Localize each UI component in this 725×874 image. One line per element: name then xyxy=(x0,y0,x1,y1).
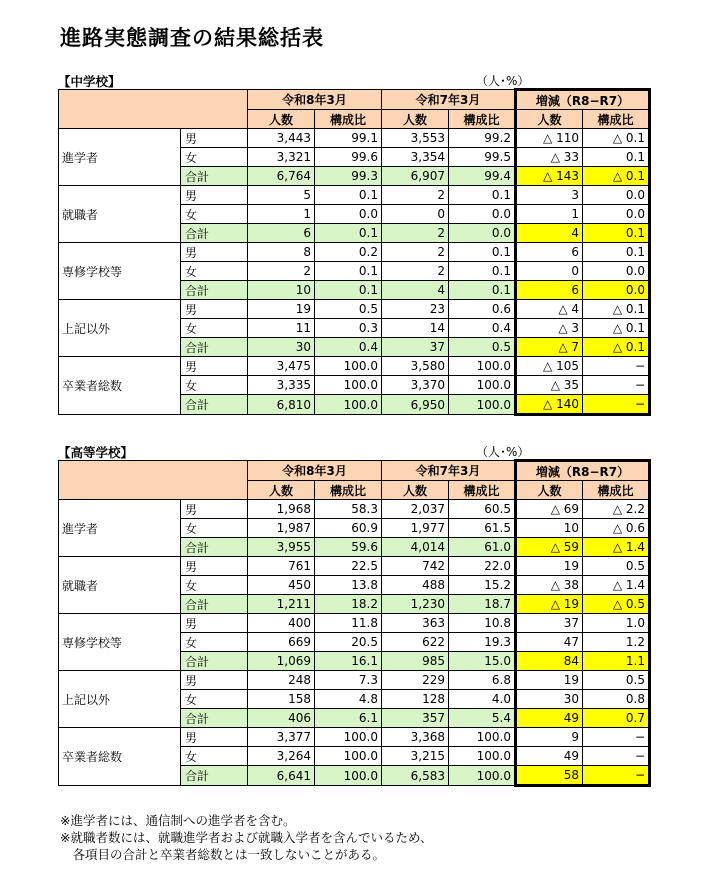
count-r8: 3,955 xyxy=(248,538,315,557)
ratio-r7: 61.5 xyxy=(449,519,516,538)
diff-ratio: 0.5 xyxy=(583,557,650,576)
row-sublabel: 合計 xyxy=(181,538,248,557)
row-sublabel: 女 xyxy=(181,148,248,167)
row-sublabel: 女 xyxy=(181,205,248,224)
count-r7: 14 xyxy=(382,319,449,338)
ratio-r7: 99.2 xyxy=(449,129,516,148)
diff-ratio: △ 0.1 xyxy=(583,338,650,357)
count-r8: 248 xyxy=(248,671,315,690)
diff-ratio: △ 0.1 xyxy=(583,300,650,319)
category-label: 進学者 xyxy=(59,500,181,557)
category-label: 上記以外 xyxy=(59,671,181,728)
count-r8: 3,321 xyxy=(248,148,315,167)
diff-count: △ 38 xyxy=(516,576,583,595)
row-sublabel: 男 xyxy=(181,614,248,633)
count-r7: 4 xyxy=(382,281,449,300)
ratio-r7: 10.8 xyxy=(449,614,516,633)
table-row xyxy=(59,728,650,747)
count-r7: 2,037 xyxy=(382,500,449,519)
row-sublabel: 男 xyxy=(181,186,248,205)
diff-count: 84 xyxy=(516,652,583,671)
diff-count: 4 xyxy=(516,224,583,243)
table-row xyxy=(59,243,650,262)
ratio-r7: 0.1 xyxy=(449,281,516,300)
ratio-r7: 60.5 xyxy=(449,500,516,519)
footnote: ※進学者には、通信制への進学者を含む。 xyxy=(60,813,296,828)
diff-count: △ 69 xyxy=(516,500,583,519)
header-ratio: 構成比 xyxy=(449,481,516,500)
diff-ratio: 1.0 xyxy=(583,614,650,633)
ratio-r8: 22.5 xyxy=(315,557,382,576)
ratio-r8: 100.0 xyxy=(315,376,382,395)
diff-ratio: △ 1.4 xyxy=(583,538,650,557)
count-r7: 2 xyxy=(382,224,449,243)
diff-ratio: − xyxy=(583,376,650,395)
ratio-r7: 0.4 xyxy=(449,319,516,338)
header-count: 人数 xyxy=(382,110,449,129)
diff-ratio: − xyxy=(583,747,650,766)
count-r7: 229 xyxy=(382,671,449,690)
ratio-r8: 4.8 xyxy=(315,690,382,709)
ratio-r7: 6.8 xyxy=(449,671,516,690)
count-r7: 2 xyxy=(382,243,449,262)
ratio-r7: 99.5 xyxy=(449,148,516,167)
diff-ratio: 0.5 xyxy=(583,671,650,690)
ratio-r7: 19.3 xyxy=(449,633,516,652)
row-sublabel: 女 xyxy=(181,519,248,538)
count-r8: 669 xyxy=(248,633,315,652)
header-blank xyxy=(59,90,248,129)
count-r8: 3,264 xyxy=(248,747,315,766)
header-ratio: 構成比 xyxy=(315,481,382,500)
ratio-r7: 100.0 xyxy=(449,728,516,747)
row-sublabel: 合計 xyxy=(181,281,248,300)
diff-count: 19 xyxy=(516,557,583,576)
row-sublabel: 男 xyxy=(181,300,248,319)
unit-label-high-school: （人･%） xyxy=(476,445,530,459)
ratio-r7: 0.1 xyxy=(449,243,516,262)
diff-count: 6 xyxy=(516,281,583,300)
count-r7: 3,215 xyxy=(382,747,449,766)
row-sublabel: 女 xyxy=(181,690,248,709)
count-r8: 1,211 xyxy=(248,595,315,614)
diff-count: 58 xyxy=(516,766,583,786)
count-r7: 23 xyxy=(382,300,449,319)
count-r7: 4,014 xyxy=(382,538,449,557)
junior-high-table xyxy=(58,88,651,416)
ratio-r8: 100.0 xyxy=(315,395,382,415)
table-row xyxy=(59,357,650,376)
row-sublabel: 合計 xyxy=(181,395,248,415)
table-row xyxy=(59,671,650,690)
ratio-r8: 7.3 xyxy=(315,671,382,690)
header-count: 人数 xyxy=(516,481,583,500)
table-row xyxy=(59,614,650,633)
table-row xyxy=(59,186,650,205)
header-ratio: 構成比 xyxy=(449,110,516,129)
count-r8: 19 xyxy=(248,300,315,319)
diff-ratio: 0.0 xyxy=(583,281,650,300)
count-r7: 2 xyxy=(382,262,449,281)
diff-ratio: 0.1 xyxy=(583,243,650,262)
diff-count: △ 33 xyxy=(516,148,583,167)
ratio-r7: 0.0 xyxy=(449,205,516,224)
count-r7: 622 xyxy=(382,633,449,652)
count-r7: 357 xyxy=(382,709,449,728)
ratio-r7: 0.1 xyxy=(449,186,516,205)
row-sublabel: 女 xyxy=(181,262,248,281)
category-label: 専修学校等 xyxy=(59,243,181,300)
row-sublabel: 男 xyxy=(181,243,248,262)
section-label-junior-high: 【中学校】 xyxy=(58,74,121,89)
category-label: 進学者 xyxy=(59,129,181,186)
diff-count: △ 4 xyxy=(516,300,583,319)
footnote: 各項目の合計と卒業者総数とは一致しないことがある。 xyxy=(60,847,386,862)
diff-count: △ 3 xyxy=(516,319,583,338)
header-diff: 増減（R8−R7） xyxy=(516,90,650,110)
ratio-r8: 0.5 xyxy=(315,300,382,319)
count-r8: 158 xyxy=(248,690,315,709)
row-sublabel: 合計 xyxy=(181,652,248,671)
header-diff: 増減（R8−R7） xyxy=(516,461,650,481)
count-r8: 1 xyxy=(248,205,315,224)
count-r8: 3,377 xyxy=(248,728,315,747)
ratio-r8: 100.0 xyxy=(315,766,382,786)
ratio-r7: 100.0 xyxy=(449,747,516,766)
diff-ratio: − xyxy=(583,766,650,786)
ratio-r8: 20.5 xyxy=(315,633,382,652)
count-r8: 761 xyxy=(248,557,315,576)
page-title: 進路実態調査の結果総括表 xyxy=(60,26,324,50)
ratio-r7: 5.4 xyxy=(449,709,516,728)
ratio-r8: 100.0 xyxy=(315,728,382,747)
count-r8: 10 xyxy=(248,281,315,300)
footnote: ※就職者数には、就職進学者および就職入学者を含んでいるため、 xyxy=(60,830,433,845)
ratio-r7: 61.0 xyxy=(449,538,516,557)
ratio-r7: 100.0 xyxy=(449,357,516,376)
ratio-r8: 6.1 xyxy=(315,709,382,728)
header-year-old: 令和7年3月 xyxy=(382,461,516,481)
ratio-r8: 100.0 xyxy=(315,357,382,376)
ratio-r8: 16.1 xyxy=(315,652,382,671)
count-r8: 1,968 xyxy=(248,500,315,519)
header-count: 人数 xyxy=(248,481,315,500)
count-r7: 1,977 xyxy=(382,519,449,538)
header-year-new: 令和8年3月 xyxy=(248,461,382,481)
diff-ratio: △ 2.2 xyxy=(583,500,650,519)
diff-ratio: 1.2 xyxy=(583,633,650,652)
ratio-r7: 0.0 xyxy=(449,224,516,243)
unit-label-junior-high: （人･%） xyxy=(476,74,530,88)
row-sublabel: 男 xyxy=(181,129,248,148)
count-r7: 3,368 xyxy=(382,728,449,747)
table-row xyxy=(59,129,650,148)
count-r7: 37 xyxy=(382,338,449,357)
diff-count: 9 xyxy=(516,728,583,747)
count-r8: 400 xyxy=(248,614,315,633)
count-r7: 3,370 xyxy=(382,376,449,395)
diff-count: △ 7 xyxy=(516,338,583,357)
diff-count: 10 xyxy=(516,519,583,538)
ratio-r8: 100.0 xyxy=(315,747,382,766)
diff-count: △ 110 xyxy=(516,129,583,148)
count-r7: 6,950 xyxy=(382,395,449,415)
row-sublabel: 男 xyxy=(181,728,248,747)
diff-ratio: 0.1 xyxy=(583,224,650,243)
diff-count: 30 xyxy=(516,690,583,709)
count-r8: 6,641 xyxy=(248,766,315,786)
row-sublabel: 合計 xyxy=(181,709,248,728)
diff-ratio: 0.8 xyxy=(583,690,650,709)
diff-count: 6 xyxy=(516,243,583,262)
diff-ratio: 1.1 xyxy=(583,652,650,671)
count-r8: 3,475 xyxy=(248,357,315,376)
category-label: 卒業者総数 xyxy=(59,728,181,786)
ratio-r8: 60.9 xyxy=(315,519,382,538)
diff-count: 37 xyxy=(516,614,583,633)
header-year-new: 令和8年3月 xyxy=(248,90,382,110)
diff-ratio: △ 0.1 xyxy=(583,319,650,338)
diff-ratio: − xyxy=(583,728,650,747)
table-row xyxy=(59,500,650,519)
diff-ratio: 0.1 xyxy=(583,148,650,167)
category-label: 専修学校等 xyxy=(59,614,181,671)
count-r7: 363 xyxy=(382,614,449,633)
ratio-r8: 0.1 xyxy=(315,224,382,243)
ratio-r7: 100.0 xyxy=(449,376,516,395)
diff-ratio: △ 0.1 xyxy=(583,129,650,148)
count-r8: 5 xyxy=(248,186,315,205)
header-blank xyxy=(59,461,248,500)
diff-count: △ 140 xyxy=(516,395,583,415)
section-label-high-school: 【高等学校】 xyxy=(58,445,134,460)
category-label: 就職者 xyxy=(59,186,181,243)
count-r8: 2 xyxy=(248,262,315,281)
diff-count: △ 143 xyxy=(516,167,583,186)
count-r8: 1,987 xyxy=(248,519,315,538)
count-r7: 2 xyxy=(382,186,449,205)
row-sublabel: 男 xyxy=(181,671,248,690)
ratio-r7: 22.0 xyxy=(449,557,516,576)
ratio-r7: 0.5 xyxy=(449,338,516,357)
ratio-r8: 0.1 xyxy=(315,281,382,300)
count-r8: 6,764 xyxy=(248,167,315,186)
diff-count: 19 xyxy=(516,671,583,690)
row-sublabel: 男 xyxy=(181,500,248,519)
diff-count: 0 xyxy=(516,262,583,281)
diff-ratio: △ 0.6 xyxy=(583,519,650,538)
diff-ratio: 0.0 xyxy=(583,205,650,224)
header-count: 人数 xyxy=(248,110,315,129)
header-count: 人数 xyxy=(382,481,449,500)
header-ratio: 構成比 xyxy=(315,110,382,129)
ratio-r8: 59.6 xyxy=(315,538,382,557)
ratio-r7: 100.0 xyxy=(449,395,516,415)
count-r8: 3,335 xyxy=(248,376,315,395)
ratio-r8: 0.0 xyxy=(315,205,382,224)
diff-count: 1 xyxy=(516,205,583,224)
row-sublabel: 男 xyxy=(181,557,248,576)
ratio-r8: 18.2 xyxy=(315,595,382,614)
ratio-r7: 99.4 xyxy=(449,167,516,186)
diff-count: △ 35 xyxy=(516,376,583,395)
count-r8: 1,069 xyxy=(248,652,315,671)
count-r7: 985 xyxy=(382,652,449,671)
row-sublabel: 女 xyxy=(181,747,248,766)
diff-count: 3 xyxy=(516,186,583,205)
header-ratio: 構成比 xyxy=(583,481,650,500)
count-r7: 3,553 xyxy=(382,129,449,148)
row-sublabel: 合計 xyxy=(181,338,248,357)
count-r7: 6,583 xyxy=(382,766,449,786)
table-row xyxy=(59,557,650,576)
row-sublabel: 合計 xyxy=(181,167,248,186)
row-sublabel: 女 xyxy=(181,633,248,652)
diff-ratio: △ 0.1 xyxy=(583,167,650,186)
high-school-table xyxy=(58,459,651,787)
ratio-r7: 0.1 xyxy=(449,262,516,281)
count-r7: 1,230 xyxy=(382,595,449,614)
category-label: 上記以外 xyxy=(59,300,181,357)
diff-ratio: 0.0 xyxy=(583,262,650,281)
count-r8: 450 xyxy=(248,576,315,595)
ratio-r8: 99.3 xyxy=(315,167,382,186)
diff-ratio: − xyxy=(583,357,650,376)
diff-count: 47 xyxy=(516,633,583,652)
ratio-r8: 0.1 xyxy=(315,262,382,281)
category-label: 就職者 xyxy=(59,557,181,614)
count-r7: 6,907 xyxy=(382,167,449,186)
ratio-r8: 99.6 xyxy=(315,148,382,167)
ratio-r7: 4.0 xyxy=(449,690,516,709)
count-r8: 11 xyxy=(248,319,315,338)
ratio-r8: 0.1 xyxy=(315,186,382,205)
count-r7: 128 xyxy=(382,690,449,709)
ratio-r7: 18.7 xyxy=(449,595,516,614)
count-r7: 3,580 xyxy=(382,357,449,376)
diff-count: △ 105 xyxy=(516,357,583,376)
table-row xyxy=(59,300,650,319)
diff-count: △ 19 xyxy=(516,595,583,614)
ratio-r8: 99.1 xyxy=(315,129,382,148)
row-sublabel: 女 xyxy=(181,319,248,338)
count-r8: 3,443 xyxy=(248,129,315,148)
diff-ratio: − xyxy=(583,395,650,415)
diff-count: 49 xyxy=(516,709,583,728)
ratio-r8: 58.3 xyxy=(315,500,382,519)
row-sublabel: 合計 xyxy=(181,595,248,614)
ratio-r8: 0.2 xyxy=(315,243,382,262)
row-sublabel: 合計 xyxy=(181,766,248,786)
row-sublabel: 合計 xyxy=(181,224,248,243)
header-ratio: 構成比 xyxy=(583,110,650,129)
diff-ratio: △ 1.4 xyxy=(583,576,650,595)
diff-ratio: 0.0 xyxy=(583,186,650,205)
ratio-r8: 11.8 xyxy=(315,614,382,633)
count-r8: 6 xyxy=(248,224,315,243)
diff-ratio: 0.7 xyxy=(583,709,650,728)
count-r7: 488 xyxy=(382,576,449,595)
ratio-r8: 0.4 xyxy=(315,338,382,357)
count-r8: 8 xyxy=(248,243,315,262)
count-r7: 3,354 xyxy=(382,148,449,167)
count-r7: 742 xyxy=(382,557,449,576)
row-sublabel: 女 xyxy=(181,576,248,595)
diff-count: 49 xyxy=(516,747,583,766)
diff-count: △ 59 xyxy=(516,538,583,557)
category-label: 卒業者総数 xyxy=(59,357,181,415)
ratio-r7: 100.0 xyxy=(449,766,516,786)
diff-ratio: △ 0.5 xyxy=(583,595,650,614)
header-count: 人数 xyxy=(516,110,583,129)
header-year-old: 令和7年3月 xyxy=(382,90,516,110)
ratio-r7: 0.6 xyxy=(449,300,516,319)
ratio-r8: 13.8 xyxy=(315,576,382,595)
count-r8: 406 xyxy=(248,709,315,728)
ratio-r7: 15.0 xyxy=(449,652,516,671)
row-sublabel: 女 xyxy=(181,376,248,395)
count-r8: 30 xyxy=(248,338,315,357)
ratio-r7: 15.2 xyxy=(449,576,516,595)
footnotes xyxy=(60,812,432,863)
ratio-r8: 0.3 xyxy=(315,319,382,338)
count-r8: 6,810 xyxy=(248,395,315,415)
row-sublabel: 男 xyxy=(181,357,248,376)
count-r7: 0 xyxy=(382,205,449,224)
